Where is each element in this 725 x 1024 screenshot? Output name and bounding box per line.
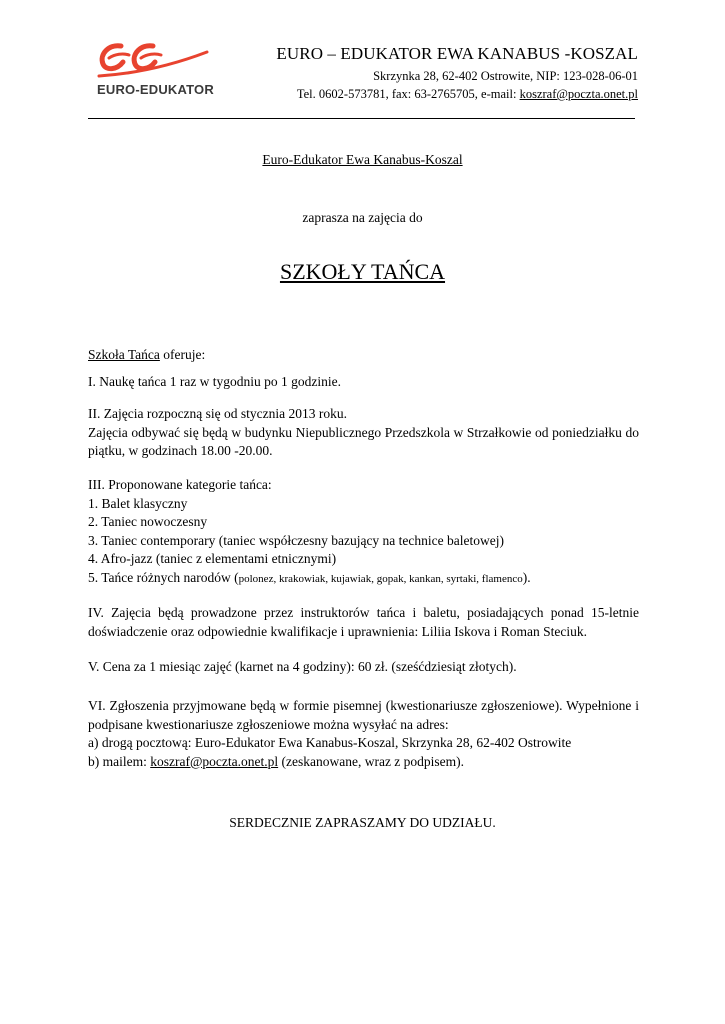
offer-label xyxy=(88,346,639,365)
invite-text: zaprasza na zajęcia do xyxy=(302,210,423,225)
company-logo xyxy=(95,40,215,100)
company-title: EURO – EDUKATOR EWA KANABUS -KOSZAL xyxy=(276,44,638,63)
category-item: 2. Taniec nowoczesny xyxy=(88,514,208,529)
euro-edukator-swoosh-icon xyxy=(95,40,215,82)
category-item: 1. Balet klasyczny xyxy=(88,495,188,511)
logo-text: EURO-EDUKATOR xyxy=(97,82,214,97)
section-6-email xyxy=(88,753,639,772)
offer-label-underlined: Szkoła Tańca xyxy=(88,347,160,362)
section-6 xyxy=(88,697,639,771)
category-5-end: ). xyxy=(522,569,531,585)
section-5: V. Cena za 1 miesiąc zajęć (karnet na 4 godziny): 60 zł. (sześćdziesiąt złotych). xyxy=(88,659,517,674)
category-5-main: 5. Tańce różnych narodów ( xyxy=(88,569,239,585)
section-6-postal: a) drogą pocztową: Euro-Edukator Ewa Kanabus-Koszal, Skrzynka 28, 62-402 Ostrowite xyxy=(88,735,572,750)
section-1: I. Naukę tańca 1 raz w tygodniu po 1 godzinie. xyxy=(88,374,342,389)
category-item: 3. Taniec contemporary (taniec współczesny bazujący na technice baletowej) xyxy=(88,532,504,548)
body-email-link[interactable]: koszraf@poczta.onet.pl xyxy=(150,753,279,769)
section-6-email-suffix: (zeskanowane, wraz z podpisem). xyxy=(278,753,465,769)
section-2-line-2: Zajęcia odbywać się będą w budynku Niepublicznego Przedszkola w Strzałkowie od poniedziałku do piątku, w godzinach 18.00 -20.00. xyxy=(88,424,639,458)
page-title: SZKOŁY TAŃCA xyxy=(279,259,446,284)
section-3-title: III. Proponowane kategorie tańca: xyxy=(88,477,272,492)
closing-text: SERDECZNIE ZAPRASZAMY DO UDZIAŁU. xyxy=(229,815,496,830)
section-6-email-prefix: b) mailem: xyxy=(88,753,151,769)
category-item: 4. Afro-jazz (taniec z elementami etnicznymi) xyxy=(88,551,337,566)
offer-label-rest: oferuje: xyxy=(159,347,206,362)
section-6-intro: VI. Zgłoszenia przyjmowane będą w formie pisemnej (kwestionariusze zgłoszeniowe). Wypełnione i podpisane kwestionariusze zgłoszeniowe można wysyłać na adres: xyxy=(88,698,639,732)
company-address: Skrzynka 28, 62-402 Ostrowite, NIP: 123-028-06-01 xyxy=(373,69,638,83)
section-2 xyxy=(88,405,639,461)
category-5-dances: polonez, krakowiak, kujawiak, gopak, kankan, syrtaki, flamenco xyxy=(238,572,523,585)
contact-text: Tel. 0602-573781, fax: 63-2765705, e-mail: xyxy=(296,87,520,101)
header-divider xyxy=(88,118,635,119)
company-contact xyxy=(297,87,638,102)
category-item xyxy=(88,569,639,589)
section-3 xyxy=(88,476,639,588)
organizer-name: Euro-Edukator Ewa Kanabus-Koszal xyxy=(262,152,463,167)
section-4: IV. Zajęcia będą prowadzone przez instruktorów tańca i baletu, posiadających ponad 15-letnie doświadczenie oraz odpowiednie kwalifikacje i uprawnienia: Liliia Iskova i Roman Steciuk. xyxy=(88,605,639,639)
header-email-link[interactable]: koszraf@poczta.onet.pl xyxy=(519,87,638,101)
section-2-line-1: II. Zajęcia rozpoczną się od stycznia 2013 roku. xyxy=(88,406,348,421)
